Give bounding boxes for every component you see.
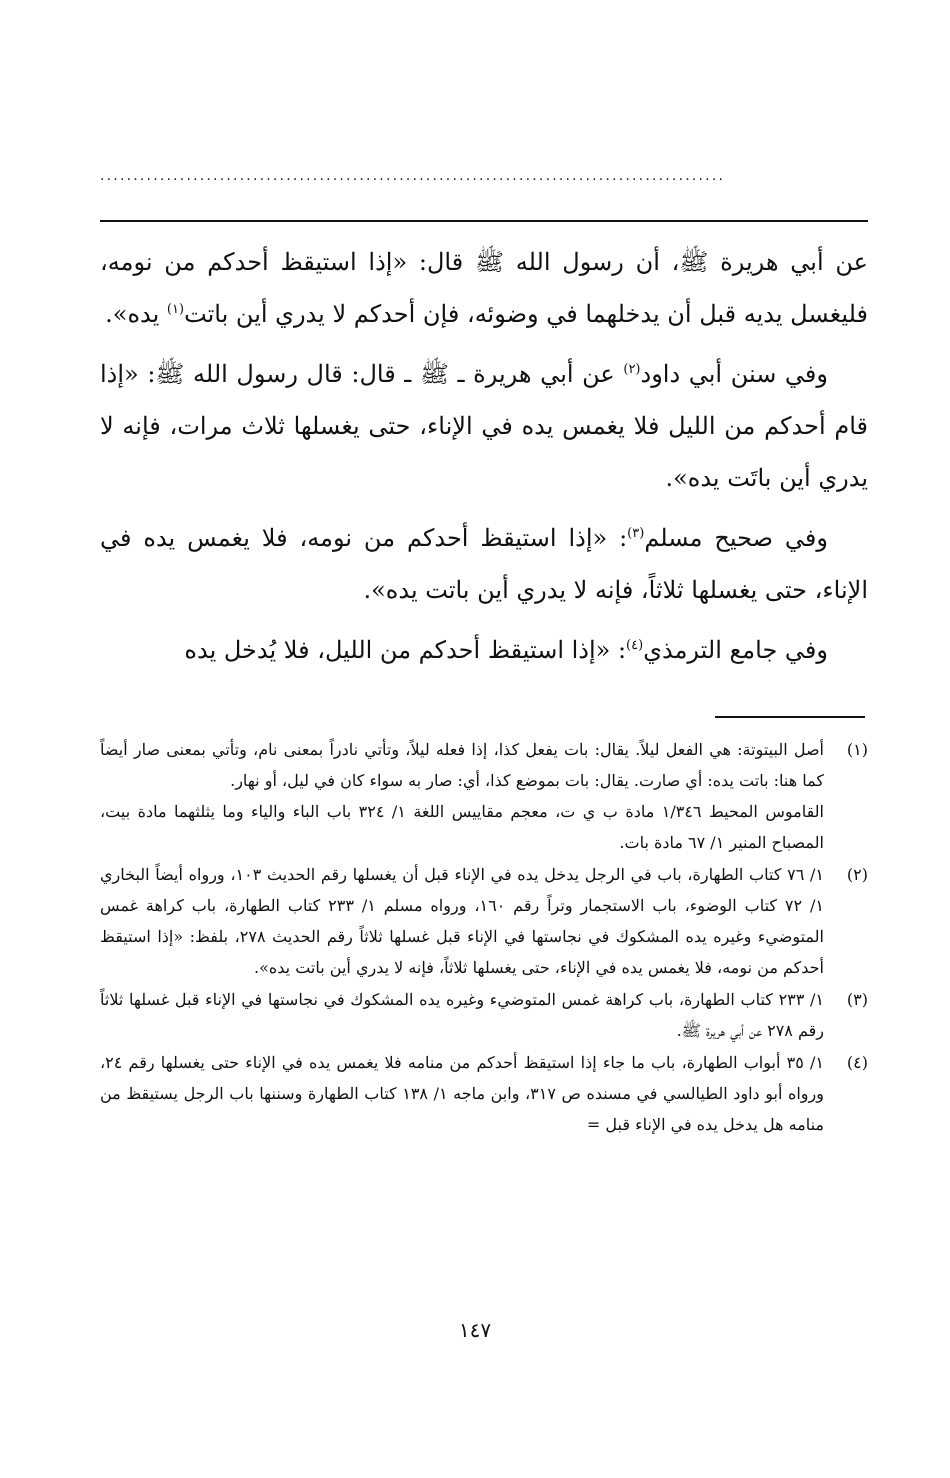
footnote-number: (٤) [846, 1053, 868, 1072]
footnote-1 [100, 734, 868, 858]
paragraph-1: عن أبي هريرة ﷺ، أن رسول الله ﷺ قال: «إذا استيقظ أحدكم من نومه، فليغسل يديه قبل أن يدخلهما في وضوئه، فإن أحدكم لا يدري أين باتت$^{(١)}$ يده». [100, 248, 868, 328]
footnote-ref-1: (١) [166, 302, 185, 317]
footnote-rule [715, 716, 865, 718]
paragraph-3: وفي صحيح مسلم$^{(٣)}$: «إذا استيقظ أحدكم من نومه، فلا يغمس يده في الإناء، حتى يغسلها ثلاثاً، فإنه لا يدري أين باتت يده». [100, 524, 868, 604]
footnote-number: (١) [846, 740, 868, 759]
dotted-separator: .............................................................................................. [100, 168, 726, 184]
footnote-number: (٣) [846, 990, 868, 1009]
footnote-number: (٢) [846, 865, 868, 884]
footnote-text: ١/ ٣٥ أبواب الطهارة، باب ما جاء إذا استيقظ أحدكم من منامه فلا يغمس يده في الإناء حتى يغسلها رقم ٢٤، ورواه أبو داود الطيالسي في مسنده ص ٣١٧، وابن ماجه ١/ ١٣٨ كتاب الطهارة وسننها باب الرجل يستيقظ من منامه هل يدخل يده في الإناء قبل = [100, 1053, 824, 1134]
paragraph-2: وفي سنن أبي داود$^{(٢)}$ عن أبي هريرة ـ ﷺ ـ قال: قال رسول الله ﷺ: «إذا قام أحدكم من الليل فلا يغمس يده في الإناء، حتى يغسلها ثلاث مرات، فإنه لا يدري أين باتَت يده». [100, 360, 868, 492]
footnote-4 [100, 1047, 868, 1140]
footnotes [100, 734, 868, 1141]
page-number: ١٤٧ [458, 1318, 492, 1342]
footnote-text: القاموس المحيط ١/٣٤٦ مادة ب ي ت، معجم مقاييس اللغة ١/ ٣٢٤ باب الباء والياء وما يثلثهما مادة بيت، المصباح المنير ١/ ٦٧ مادة بات. [100, 802, 824, 852]
footnote-text: ١/ ٢٣٣ كتاب الطهارة، باب كراهة غمس المتوضيء وغيره يده المشكوك في نجاستها في الإناء قبل غسلها ثلاثاً رقم ٢٧٨ عن أبي هريرة ﷺ. [100, 990, 824, 1040]
footnote-ref-3: (٣) [627, 526, 645, 541]
footnote-text: ١/ ٧٦ كتاب الطهارة، باب في الرجل يدخل يده في الإناء قبل أن يغسلها رقم الحديث ١٠٣، ورواه أيضاً البخاري ١/ ٧٢ كتاب الوضوء، باب الاستجمار وتراً رقم ١٦٠، ورواه مسلم ١/ ٢٣٣ كتاب الطهارة، باب كراهة غمس المتوضيء وغيره يده المشكوك في نجاستها في الإناء قبل غسلها ثلاثاً رقم الحديث ٢٧٨، بلفظ: «إذا استيقظ أحدكم من نومه، فلا يغمس يده في الإناء، حتى يغسلها ثلاثاً، فإنه لا يدري أين باتت يده». [100, 865, 825, 977]
footnote-2 [100, 859, 868, 983]
header-rule [100, 220, 868, 222]
footnote-ref-2: (٢) [623, 362, 641, 377]
main-text [100, 236, 868, 684]
paragraph-4: وفي جامع الترمذي$^{(٤)}$: «إذا استيقظ أحدكم من الليل، فلا يُدخل يده [184, 636, 828, 664]
footnote-text: أصل البيتوتة: هي الفعل ليلاً. يقال: بات يفعل كذا، إذا فعله ليلاً، وتأتي نادراً بمعنى نام، وتأتي بمعنى صار أيضاً كما هنا: باتت يده: أي صارت. يقال: بات بموضع كذا، أي: صار به سواء كان في ليل، أو نهار. [100, 740, 825, 790]
footnote-3 [100, 984, 868, 1046]
footnote-ref-4: (٤) [626, 638, 644, 653]
